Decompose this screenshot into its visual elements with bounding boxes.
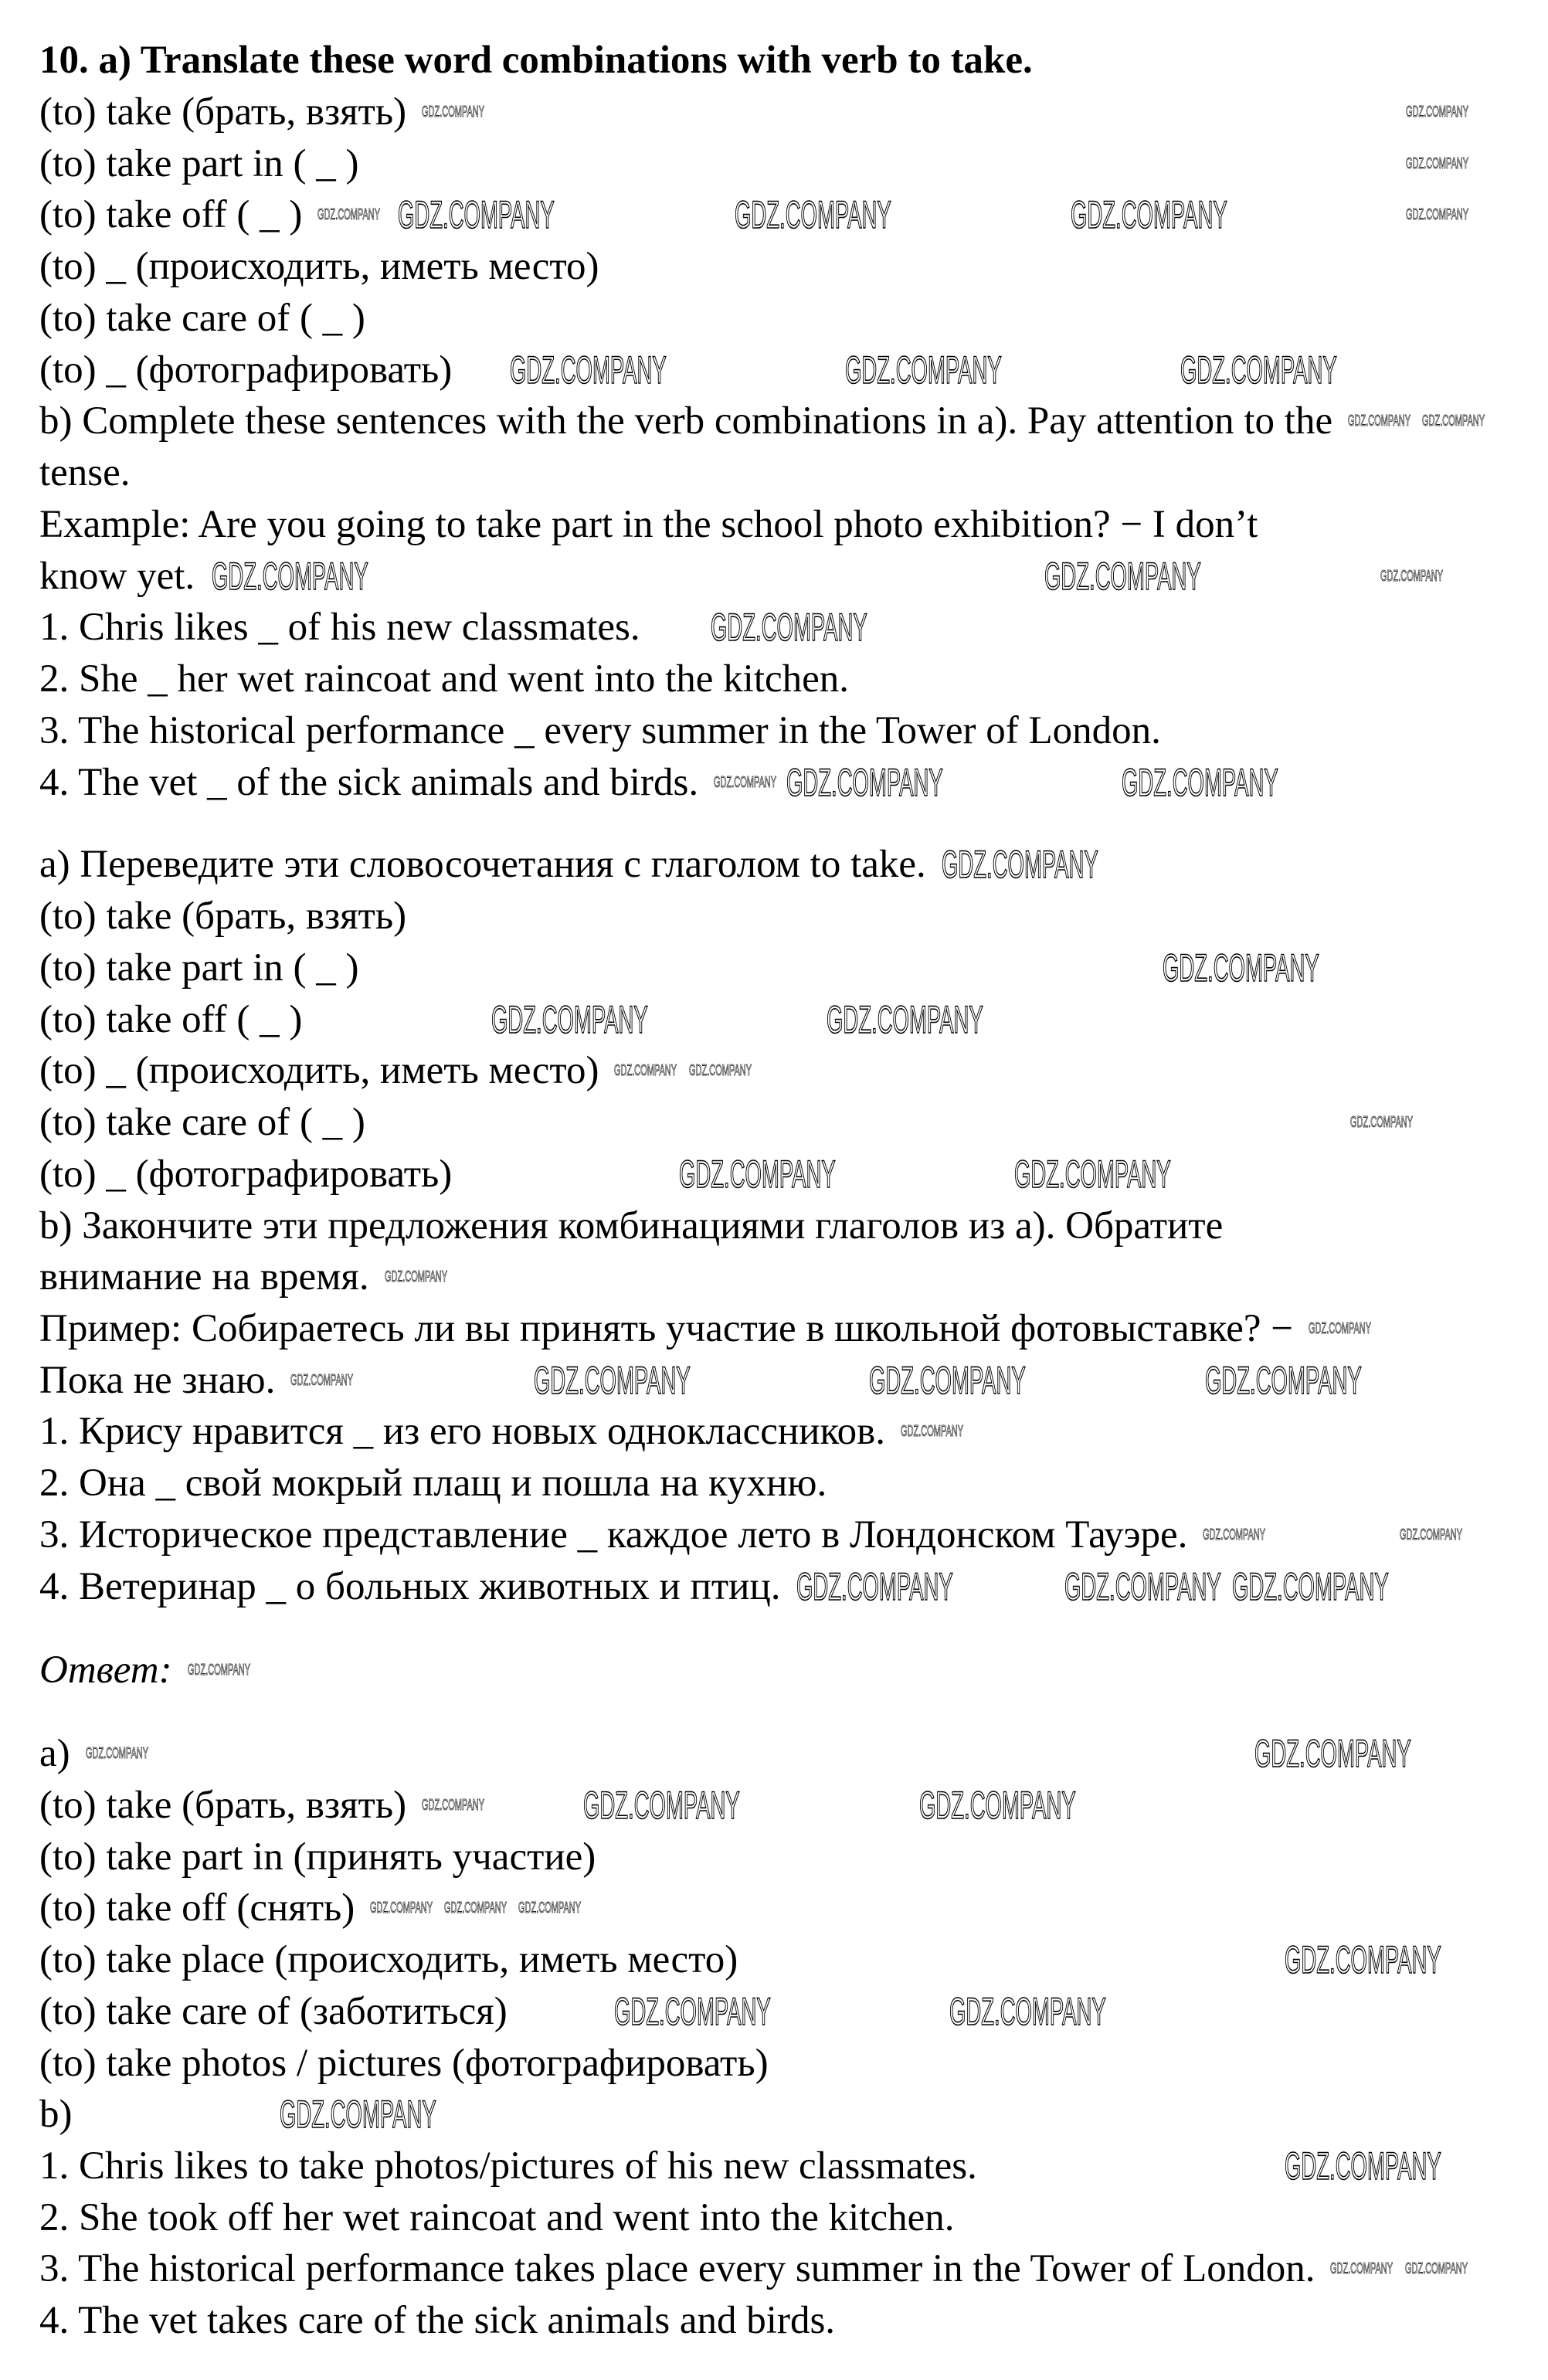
watermark: GDZ.COMPANY [1349,1114,1413,1132]
watermark: GDZ.COMPANY [1422,413,1485,430]
translation-line: а) Переведите эти словосочетания с глаголом to take. [39,843,926,887]
watermark: GDZ.COMPANY [1285,1938,1442,1982]
watermark: GDZ.COMPANY [384,1268,447,1286]
exercise-line: Example: Are you going to take part in the school photo exhibition? − I don’t [39,502,1258,546]
watermark: GDZ.COMPANY [1203,1526,1266,1543]
watermark: GDZ.COMPANY [1014,1152,1171,1196]
exercise-line: 3. The historical performance _ every summer in the Tower of London. [39,708,1161,752]
watermark: GDZ.COMPANY [1380,567,1443,585]
watermark: GDZ.COMPANY [1400,1526,1463,1543]
translation-line: 3. Историческое представление _ каждое лето в Лондонском Тауэре. [39,1513,1188,1557]
watermark: GDZ.COMPANY [941,843,1098,887]
watermark: GDZ.COMPANY [613,1989,771,2033]
watermark: GDZ.COMPANY [422,1796,485,1814]
translation-line: Пока не знаю. [39,1358,276,1402]
translation-line: 4. Ветеринар _ о больных животных и птиц. [39,1564,781,1608]
answer-line: 1. Chris likes to take photos/pictures of his new classmates. [39,2144,977,2188]
watermark: GDZ.COMPANY [844,348,1002,392]
translation-line: Пример: Собираетесь ли вы принять участие в школьной фотовыставке? − [39,1307,1293,1350]
answer-line: 3. The historical performance takes place every summer in the Tower of London. [39,2247,1315,2291]
watermark: GDZ.COMPANY [85,1745,148,1763]
watermark: GDZ.COMPANY [1162,946,1319,990]
answer-line: (to) take care of (заботиться) [39,1989,508,2033]
watermark: GDZ.COMPANY [1406,154,1469,172]
watermark: GDZ.COMPANY [317,206,381,224]
translation-line: 2. Она _ свой мокрый плащ и пошла на кухню. [39,1462,827,1506]
translation-line: (to) _ (происходить, иметь место) [39,1049,599,1093]
answer-line: (to) take off (снять) [39,1886,355,1930]
watermark: GDZ.COMPANY [1232,1564,1390,1608]
watermark: GDZ.COMPANY [491,997,648,1041]
watermark: GDZ.COMPANY [1064,1564,1221,1608]
watermark: GDZ.COMPANY [678,1152,836,1196]
exercise-line: (to) take part in ( _ ) [39,141,359,185]
exercise-line: know yet. [39,554,195,598]
watermark: GDZ.COMPANY [900,1423,964,1441]
watermark: GDZ.COMPANY [422,104,485,121]
answer-line: (to) take (брать, взять) [39,1783,407,1827]
watermark: GDZ.COMPANY [827,997,984,1041]
answer-line: 4. The vet takes care of the sick animals and birds. [39,2299,836,2343]
watermark: GDZ.COMPANY [1406,104,1469,121]
watermark: GDZ.COMPANY [688,1062,752,1080]
translation-line: 1. Крису нравится _ из его новых одноклассников. [39,1410,885,1454]
watermark: GDZ.COMPANY [397,193,555,237]
watermark: GDZ.COMPANY [949,1989,1106,2033]
watermark: GDZ.COMPANY [290,1371,354,1389]
watermark: GDZ.COMPANY [714,773,777,791]
watermark: GDZ.COMPANY [370,1900,433,1917]
watermark: GDZ.COMPANY [735,193,891,237]
watermark: GDZ.COMPANY [1204,1358,1362,1402]
watermark: GDZ.COMPANY [187,1662,250,1679]
translation-line: внимание на время. [39,1255,369,1299]
watermark: GDZ.COMPANY [1285,2144,1442,2188]
answer-line: (to) take photos / pictures (фотографировать) [39,2041,769,2085]
watermark: GDZ.COMPANY [869,1358,1026,1402]
translation-line: (to) take care of ( _ ) [39,1101,365,1145]
watermark: GDZ.COMPANY [1348,413,1411,430]
exercise-line: b) Complete these sentences with the verb combinations in a). Pay attention to the [39,399,1333,443]
exercise-title: 10. a) Translate these word combinations with verb to take. [39,39,1033,83]
answer-line: b) [39,2093,73,2137]
watermark: GDZ.COMPANY [533,1358,691,1402]
watermark: GDZ.COMPANY [1309,1320,1372,1337]
watermark: GDZ.COMPANY [518,1900,582,1917]
watermark: GDZ.COMPANY [444,1900,508,1917]
exercise-line: (to) _ (происходить, иметь место) [39,245,599,289]
watermark: GDZ.COMPANY [1254,1732,1411,1776]
answer-line: a) [39,1732,70,1776]
exercise-line: tense. [39,451,131,495]
watermark: GDZ.COMPANY [1070,193,1227,237]
translation-line: (to) take part in ( _ ) [39,946,359,990]
answer-line: 2. She took off her wet raincoat and went into the kitchen. [39,2195,955,2239]
watermark: GDZ.COMPANY [1122,760,1278,804]
exercise-line: 1. Chris likes _ of his new classmates. [39,606,640,650]
answer-line: (to) take place (происходить, иметь место) [39,1938,738,1982]
watermark: GDZ.COMPANY [710,606,867,650]
exercise-line: (to) take (брать, взять) [39,90,407,134]
watermark: GDZ.COMPANY [280,2093,436,2137]
translation-line: (to) _ (фотографировать) [39,1152,453,1196]
watermark: GDZ.COMPANY [1406,206,1469,224]
exercise-line: (to) take care of ( _ ) [39,296,365,340]
exercise-line: (to) _ (фотографировать) [39,348,453,392]
exercise-line: 4. The vet _ of the sick animals and birds. [39,760,699,804]
watermark: GDZ.COMPANY [583,1783,741,1827]
translation-line: (to) take (брать, взять) [39,895,407,939]
watermark: GDZ.COMPANY [1044,554,1201,598]
watermark: GDZ.COMPANY [211,554,368,598]
translation-line: (to) take off ( _ ) [39,997,303,1041]
watermark: GDZ.COMPANY [796,1564,953,1608]
answer-line: (to) take part in (принять участие) [39,1835,596,1879]
exercise-line: (to) take off ( _ ) [39,193,303,237]
watermark: GDZ.COMPANY [786,760,943,804]
watermark: GDZ.COMPANY [918,1783,1076,1827]
exercise-line: 2. She _ her wet raincoat and went into the kitchen. [39,657,850,701]
watermark: GDZ.COMPANY [1330,2260,1394,2278]
answer-heading: Ответ: [39,1648,172,1692]
watermark: GDZ.COMPANY [614,1062,677,1080]
watermark: GDZ.COMPANY [509,348,667,392]
translation-line: b) Закончите эти предложения комбинациями глаголов из а). Обратите [39,1204,1224,1248]
watermark: GDZ.COMPANY [1404,2260,1468,2278]
watermark: GDZ.COMPANY [1180,348,1338,392]
